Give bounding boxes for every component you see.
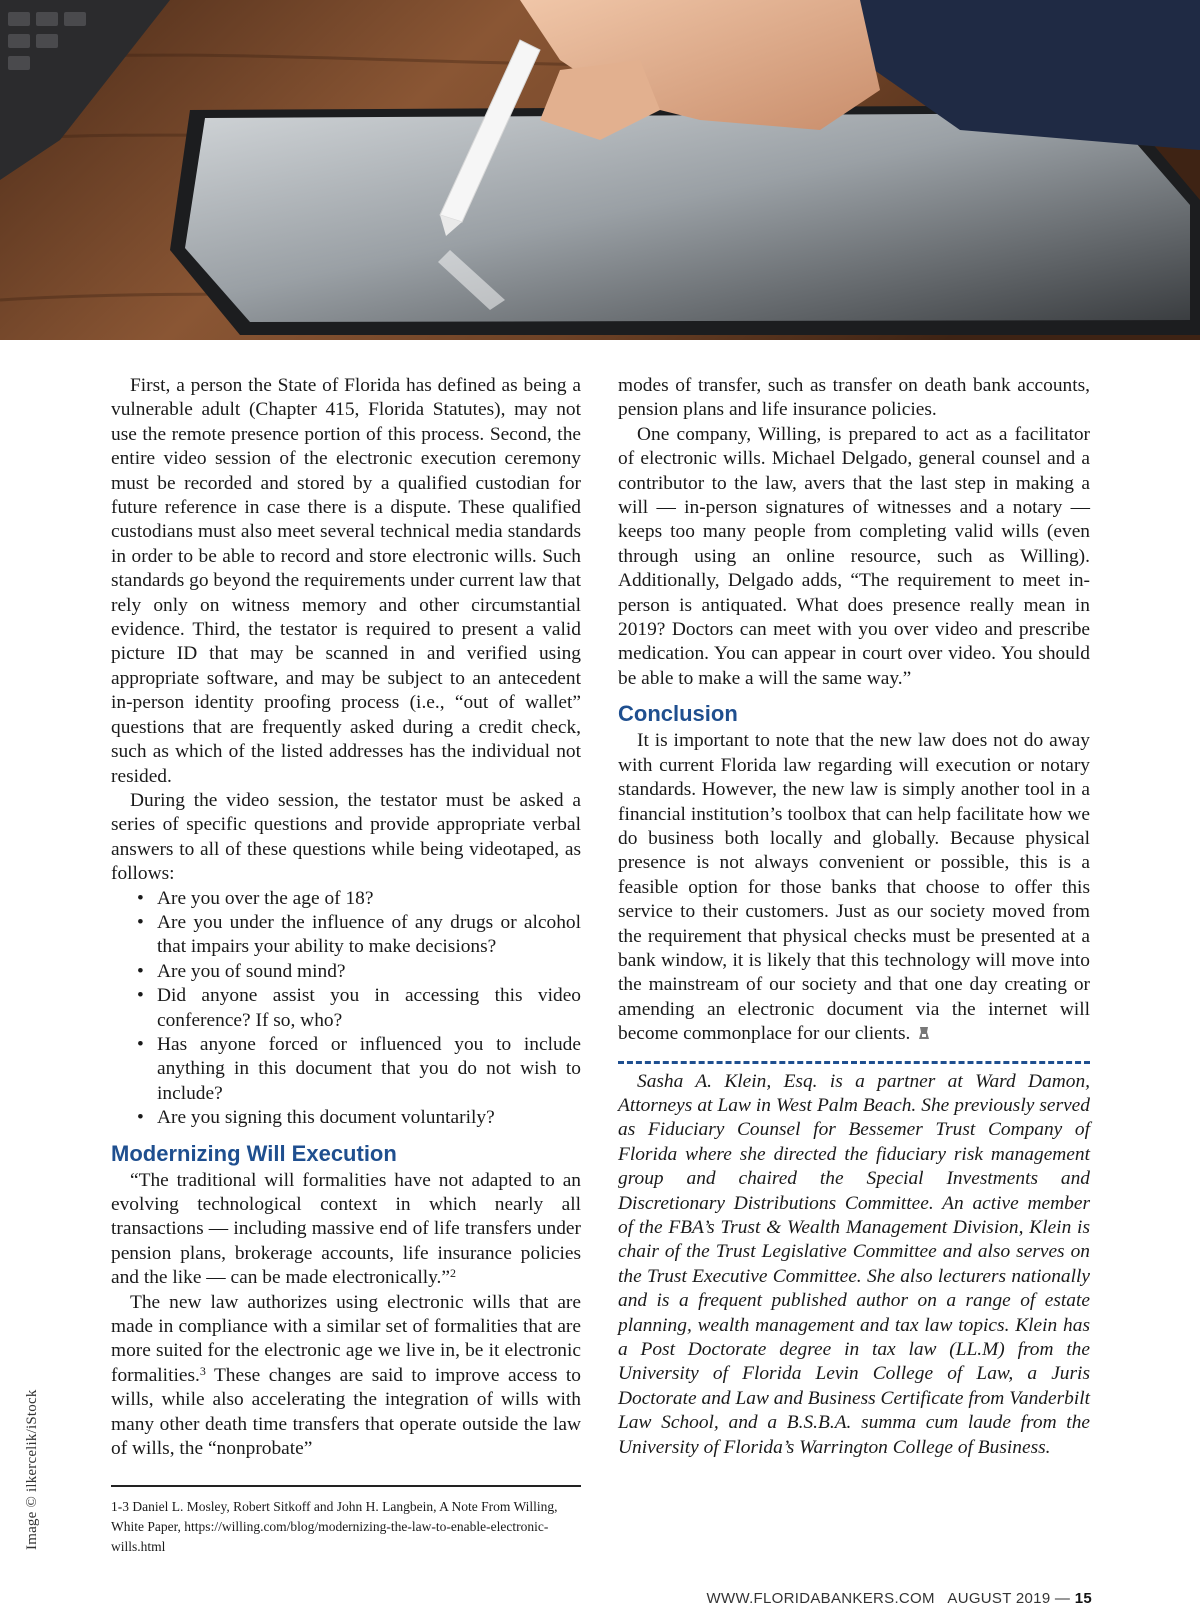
right-para-2: One company, Willing, is prepared to act as a facilitator of electronic wills. Michael Delgado, general counsel and a contributor to the law, avers that the last step in making a will — in-person signatures of witnesses and a notary — keeps too many people from completing valid wills (even through using an online resource, such as Willing). Additionally, Delgado adds, “The requirement to meet in-person is antiquated. What does presence really mean in 2019? Doctors can meet with you over video and prescribe medication. You can appear in court over video. You should be able to make a will the same way.” (618, 423, 1090, 689)
photo-credit: Image © ilkercelik/iStock (24, 1389, 40, 1550)
hero-photo (0, 0, 1200, 340)
footer-issue: AUGUST 2019 — (947, 1590, 1071, 1607)
right-column (618, 374, 1090, 1460)
footnote-ref-2: 2 (450, 1266, 456, 1281)
footnote-text: 1-3 Daniel L. Mosley, Robert Sitkoff and John H. Langbein, A Note From Willing, White Paper, https://willing.com/blog/modernizing-the-law-to-enable-electronic-wills.html (111, 1499, 558, 1555)
list-item: • Are you under the influence of any drugs or alcohol that impairs your ability to make decisions? (137, 911, 581, 960)
left-para-4-text-b: These changes are said to improve access to wills, while also accelerating the integration of wills with many other death time transfers that operate outside the law of wills, the “nonprobate” (111, 1364, 581, 1460)
footnote-divider (111, 1485, 581, 1487)
left-para-3-text: “The traditional will formalities have not adapted to an evolving technological context in which nearly all transactions — including massive end of life transfers under pension plans, brokerage accounts, life insurance policies and the like — can be made electronically.” (111, 1169, 581, 1289)
footnote-ref-3: 3 (199, 1363, 206, 1378)
question-list (111, 887, 581, 1131)
right-para-3-text: It is important to note that the new law does not do away with current Florida law regarding will execution or notary standards. However, the new law is simply another tool in a financial institution’s toolbox that can help facilitate how we do business both locally and globally. Because physical presence is not always convenient or possible, this is a feasible option for those banks that choose to offer this service to their customers. Just as our society moved from the requirement that physical checks must be presented at a bank window, it is likely that this technology will move into the mainstream of our society and that one day creating or amending an electronic document via the internet will become commonplace for our clients. (618, 730, 1090, 1045)
author-bio (618, 1070, 1090, 1461)
left-para-2: During the video session, the testator must be asked a series of specific questions and provide appropriate verbal answers to all of these questions while being videotaped, as follows: (111, 789, 581, 885)
list-item: • Are you of sound mind? (137, 960, 581, 984)
page-number: 15 (1074, 1590, 1092, 1607)
footnote (111, 1497, 581, 1557)
section-heading-modernizing: Modernizing Will Execution (111, 1140, 397, 1166)
footer-site: WWW.FLORIDABANKERS.COM (706, 1590, 935, 1607)
right-para-3 (618, 729, 1090, 1046)
bio-separator (618, 1061, 1090, 1064)
end-mark-icon (916, 1025, 932, 1041)
right-para-1: modes of transfer, such as transfer on death bank accounts, pension plans and life insurance policies. (618, 375, 1090, 421)
list-item: • Are you signing this document voluntarily? (137, 1106, 581, 1130)
left-para-4-text-a: The new law authorizes using electronic wills that are made in compliance with a similar set of formalities that are more suited for the electronic age we live in, be it electronic formalities. (111, 1291, 581, 1386)
list-item: • Has anyone forced or influenced you to include anything in this document that you do not wish to include? (137, 1033, 581, 1106)
left-para-1: First, a person the State of Florida has defined as being a vulnerable adult (Chapter 415, Florida Statutes), may not use the remote presence portion of this process. Second, the entire video session of the electronic execution ceremony must be recorded and stored by a qualified custodian for future reference in case there is a dispute. These qualified custodians must also meet several technical media standards in order to be able to record and store electronic wills. Such standards go beyond the requirements under current law that rely only on witness memory and other circumstantial evidence. Third, the testator is required to present a valid picture ID that may be scanned in and verified using appropriate software, and may be subject to an antecedent in-person identity proofing process (i.e., “out of wallet” questions that are frequently asked during a credit check, such as which of the listed addresses has the individual not resided. (111, 375, 581, 787)
author-bio-text: Sasha A. Klein, Esq. is a partner at Ward Damon, Attorneys at Law in West Palm Beach. She previously served as Fiduciary Counsel for Bessemer Trust Company of Florida where she directed the fiduciary risk management group and chaired the Special Investments and Discretionary Distributions Committee. An active member of the FBA’s Trust & Wealth Management Division, Klein is chair of the Trust Legislative Committee and also serves on the Trust Executive Committee. She also lecturers nationally and is a frequent published author on a range of estate planning, wealth management and tax law topics. Klein has a Post Doctorate degree in tax law (LL.M) from the University of Florida Levin College of Law, a Juris Doctorate and Law and Business Certificate from Vanderbilt Law School, and a B.S.B.A. summa cum laude from the University of Florida’s Warrington College of Business. (618, 1070, 1090, 1458)
list-item: • Are you over the age of 18? (137, 887, 581, 911)
list-item: • Did anyone assist you in accessing this video conference? If so, who? (137, 984, 581, 1033)
section-heading-conclusion: Conclusion (618, 701, 738, 727)
left-para-3 (111, 1169, 581, 1291)
left-para-4 (111, 1291, 581, 1462)
left-column (111, 374, 581, 1557)
tablet-stylus-illustration (0, 0, 1200, 340)
page-footer (707, 1590, 1092, 1607)
